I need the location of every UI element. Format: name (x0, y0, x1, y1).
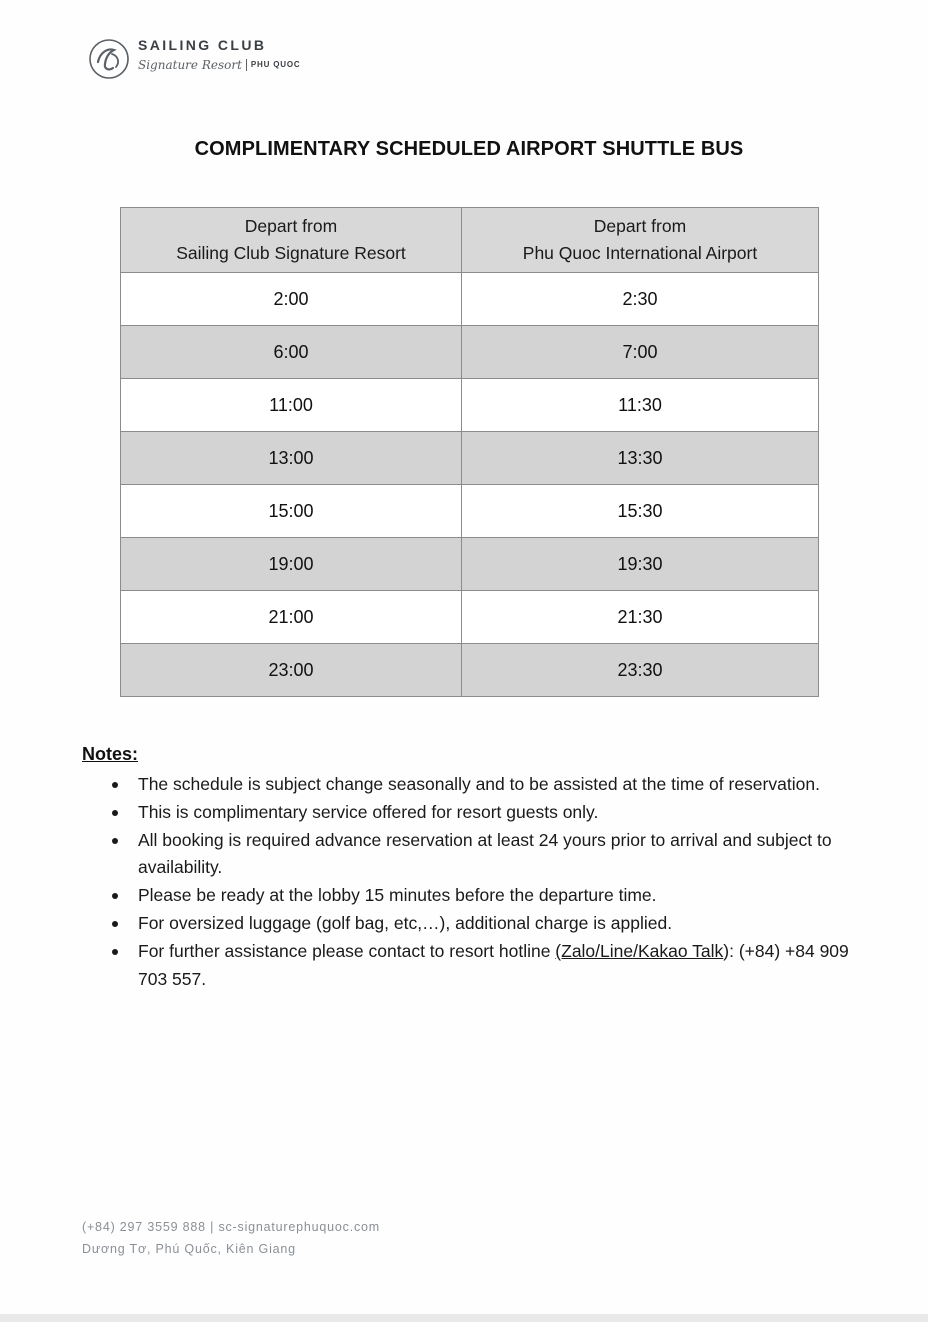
table-row (121, 326, 819, 379)
table-row (121, 538, 819, 591)
airport-departure-time: 23:30 (462, 644, 819, 697)
resort-departure-time: 15:00 (121, 485, 462, 538)
header-depart-resort (121, 208, 462, 273)
brand-script: Signature Resort (138, 57, 242, 72)
footer (82, 1216, 380, 1260)
resort-departure-time: 21:00 (121, 591, 462, 644)
airport-departure-time: 2:30 (462, 273, 819, 326)
bottom-strip (0, 1314, 928, 1322)
list-item: Please be ready at the lobby 15 minutes before the departure time. (138, 882, 868, 910)
table-row (121, 591, 819, 644)
header-depart-resort-line2: Sailing Club Signature Resort (176, 243, 406, 263)
footer-address: Dương Tơ, Phú Quốc, Kiên Giang (82, 1242, 296, 1256)
list-item: The schedule is subject change seasonally and to be assisted at the time of reservation. (138, 771, 868, 799)
table-row (121, 485, 819, 538)
footer-contact: (+84) 297 3559 888 | sc-signaturephuquoc.com (82, 1220, 380, 1234)
airport-departure-time: 7:00 (462, 326, 819, 379)
contact-note-item (138, 938, 868, 994)
list-item: For oversized luggage (golf bag, etc,…), additional charge is applied. (138, 910, 868, 938)
brand-subline (138, 56, 300, 76)
brand-location: PHU QUOC (250, 60, 301, 70)
list-item: This is complimentary service offered for resort guests only. (138, 799, 868, 827)
brand-name: SAILING CLUB (138, 37, 267, 53)
contact-note-prefix: For further assistance please contact to resort hotline (138, 940, 556, 961)
table-row (121, 379, 819, 432)
header-depart-airport (462, 208, 819, 273)
resort-departure-time: 11:00 (121, 379, 462, 432)
airport-departure-time: 11:30 (462, 379, 819, 432)
brand-divider (246, 59, 247, 71)
header-depart-airport-line1: Depart from (593, 216, 687, 236)
table-row (121, 644, 819, 697)
resort-departure-time: 13:00 (121, 432, 462, 485)
resort-departure-time: 2:00 (121, 273, 462, 326)
resort-departure-time: 6:00 (121, 326, 462, 379)
notes-heading: Notes: (82, 744, 139, 764)
notes-list (138, 771, 868, 993)
airport-departure-time: 19:30 (462, 538, 819, 591)
resort-departure-time: 23:00 (121, 644, 462, 697)
list-item: All booking is required advance reservation at least 24 yours prior to arrival and subject to availability. (138, 827, 868, 883)
airport-departure-time: 21:30 (462, 591, 819, 644)
resort-departure-time: 19:00 (121, 538, 462, 591)
table-row (121, 432, 819, 485)
document-title: COMPLIMENTARY SCHEDULED AIRPORT SHUTTLE BUS (194, 138, 744, 160)
airport-departure-time: 13:30 (462, 432, 819, 485)
table-header-row (121, 208, 819, 273)
sailing-club-logo-icon (88, 38, 130, 80)
contact-note-suffix: ): (+84) +84 909 703 557. (138, 940, 849, 989)
messaging-apps-link[interactable]: (Zalo/Line/Kakao Talk (555, 940, 724, 961)
header-depart-resort-line1: Depart from (244, 216, 338, 236)
table-row (121, 273, 819, 326)
header-depart-airport-line2: Phu Quoc International Airport (522, 243, 758, 263)
airport-departure-time: 15:30 (462, 485, 819, 538)
shuttle-schedule-table (120, 207, 819, 697)
